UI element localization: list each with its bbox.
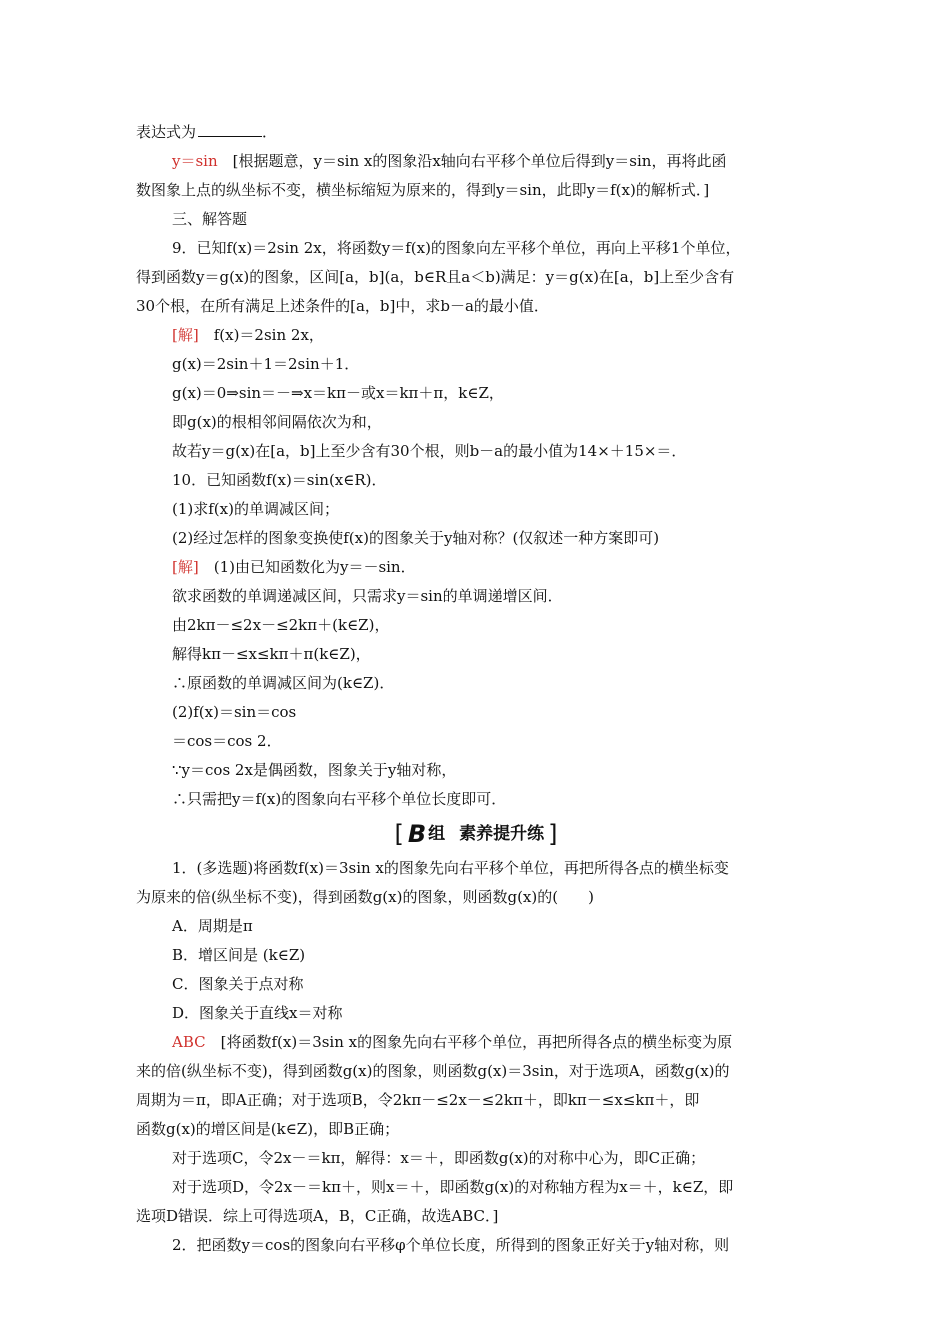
text-line [136,350,816,379]
text-line [136,321,816,350]
line-text: 即g(x)的根相邻间隔依次为和， [172,413,382,431]
line-text: [将函数f(x)＝3sin x的图象先向右平移个单位，再把所得各点的横坐标变为原 [205,1033,733,1051]
text-line [136,1202,816,1231]
line-text: f(x)＝2sin 2x， [198,326,324,344]
text-line [136,669,816,698]
text-line [136,941,816,970]
text-line [136,234,816,263]
text-line [136,912,816,941]
line-text: g(x)＝2sin＋1＝2sin＋1． [172,355,360,373]
text-line [136,883,816,912]
line-text: 对于选项C，令2x－＝kπ，解得：x＝＋，即函数g(x)的对称中心为，即C正确； [172,1149,706,1167]
line-text: 故若y＝g(x)在[a，b]上至少含有30个根，则b－a的最小值为14×＋15×＝． [172,442,687,460]
answer-marker: [解] [172,558,199,576]
line-text: 来的倍(纵坐标不变)，得到函数g(x)的图象，则函数g(x)＝3sin，对于选项A，函数g(x)的 [136,1062,730,1080]
line-text: [根据题意，y＝sin x的图象沿x轴向右平移个单位后得到y＝sin，再将此函 [217,152,727,170]
section-title-b [390,820,561,849]
text-line [136,1086,816,1115]
fill-blank [198,122,262,137]
text-line [136,640,816,669]
text-line [136,756,816,785]
line-text: ＝cos＝cos 2． [172,732,282,750]
line-text: B．增区间是 (k∈Z) [172,946,306,964]
text-line [136,999,816,1028]
line-text: ∴只需把y＝f(x)的图象向右平移个单位长度即可． [172,790,507,808]
line-text: 选项D错误．综上可得选项A，B，C正确，故选ABC．] [136,1207,499,1225]
text-line [136,1144,816,1173]
text-line [136,1231,816,1260]
line-text: 2．把函数y＝cos的图象向右平移φ个单位长度，所得到的图象正好关于y轴对称，则 [172,1236,730,1254]
line-text: (2)经过怎样的图象变换使f(x)的图象关于y轴对称？(仅叙述一种方案即可) [172,529,660,547]
text-line [136,553,816,582]
section-title-text: 素养提升练 [459,823,545,844]
text-line [136,1115,816,1144]
text-line [136,292,816,321]
line-text: 表达式为 [136,123,197,141]
line-text: 欲求函数的单调递减区间，只需求y＝sin的单调递增区间． [172,587,563,605]
text-line [136,698,816,727]
text-line [136,1173,816,1202]
line-text: g(x)＝0⇒sin＝－⇒x＝kπ－或x＝kπ＋π，k∈Z， [172,384,504,402]
line-text: C．图象关于点对称 [172,975,304,993]
line-text: D．图象关于直线x＝对称 [172,1004,343,1022]
group-letter: B [407,819,427,848]
line-text: ∴原函数的单调减区间为(k∈Z)． [172,674,395,692]
text-line [136,970,816,999]
text-line [136,263,816,292]
line-text: 解得kπ－≤x≤kπ＋π(k∈Z)， [172,645,371,663]
text-line [136,1028,816,1057]
answer-marker: [解] [172,326,199,344]
text-line [136,379,816,408]
answer-marker: y＝sin [172,152,218,170]
line-text: A．周期是π [172,917,253,935]
line-text: (1)求f(x)的单调减区间； [172,500,339,518]
text-line [136,466,816,495]
line-text: (2)f(x)＝sin＝cos [172,703,297,721]
text-line [136,727,816,756]
answer-marker: ABC [172,1033,206,1051]
line-text: 30个根，在所有满足上述条件的[a，b]中，求b－a的最小值． [136,297,549,315]
text-line [136,785,816,814]
line-text: 10．已知函数f(x)＝sin(x∈R)． [172,471,387,489]
line-text: 函数g(x)的增区间是(k∈Z)，即B正确； [136,1120,400,1138]
line-text: 对于选项D，令2x－＝kπ＋，则x＝＋，即函数g(x)的对称轴方程为x＝＋，k∈Z，即 [172,1178,734,1196]
line-text: (1)由已知函数化为y＝－sin． [198,558,416,576]
text-line [136,437,816,466]
line-text: 周期为＝π，即A正确；对于选项B，令2kπ－≤2x－≤2kπ＋，即kπ－≤x≤kπ＋，即 [136,1091,700,1109]
document-page [136,118,816,1260]
text-line [136,408,816,437]
text-line [136,176,816,205]
text-line [136,854,816,883]
text-block-top [136,118,816,814]
group-label: 组 [428,823,446,844]
text-line [136,495,816,524]
text-line [136,1057,816,1086]
section-header [136,814,816,854]
text-line [136,205,816,234]
line-end-punct: ． [262,123,278,141]
line-text: 1．(多选题)将函数f(x)＝3sin x的图象先向右平移个单位，再把所得各点的横坐标变 [172,859,729,877]
text-line [136,118,816,147]
line-text: ∵y＝cos 2x是偶函数，图象关于y轴对称， [172,761,457,779]
line-text: 为原来的倍(纵坐标不变)，得到函数g(x)的图象，则函数g(x)的( ) [136,888,594,906]
text-line [136,582,816,611]
line-text: 数图象上点的纵坐标不变，横坐标缩短为原来的，得到y＝sin，此即y＝f(x)的解析式．] [136,181,710,199]
text-block-bottom [136,854,816,1260]
line-text: 得到函数y＝g(x)的图象，区间[a，b](a，b∈R且a＜b)满足：y＝g(x)在[a，b]上至少含有 [136,268,735,286]
text-line [136,524,816,553]
text-line [136,611,816,640]
line-text: 由2kπ－≤2x－≤2kπ＋(k∈Z)， [172,616,390,634]
line-text: 9．已知f(x)＝2sin 2x，将函数y＝f(x)的图象向左平移个单位，再向上平移1个单位， [172,239,741,257]
left-bracket: [ [394,819,404,848]
right-bracket: ] [548,819,558,848]
line-text: 三、解答题 [172,210,248,228]
text-line [136,147,816,176]
